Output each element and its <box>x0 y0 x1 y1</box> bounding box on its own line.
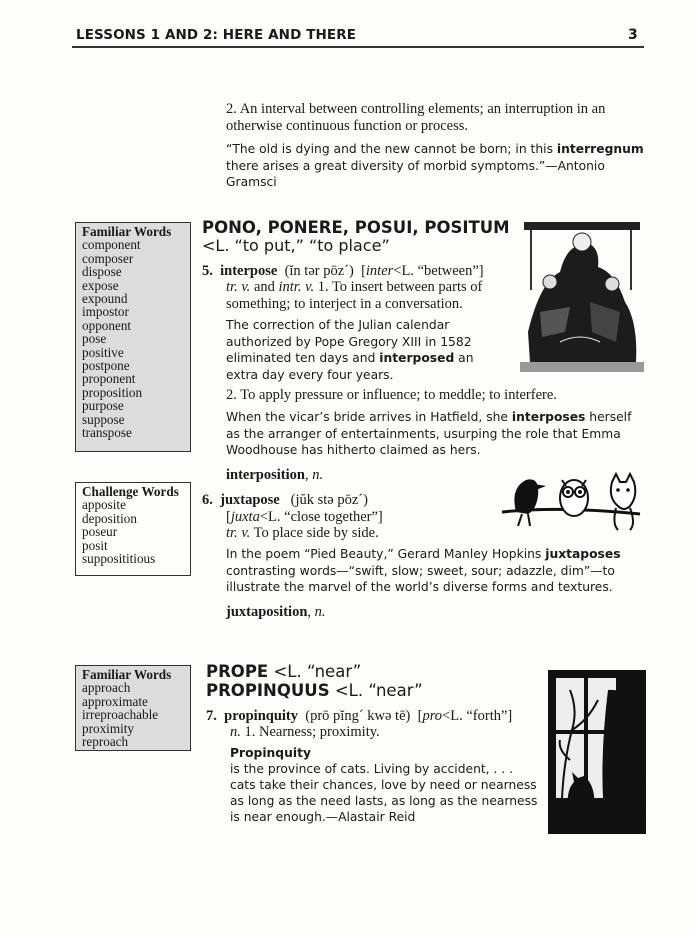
juxtapose-example <box>226 546 644 596</box>
interpose-derived-form: interposition, n. <box>226 467 324 483</box>
etym-root: juxta <box>230 509 260 525</box>
pono-heading: PONO, PONERE, POSUI, POSITUM <box>202 218 510 237</box>
pronunciation: (ĭn tər pōz´) <box>284 263 354 279</box>
example-text: herself as the arranger of entertainments, usurping the role that Emma Woodhouse has hitherto claimed as hers. <box>226 410 632 457</box>
challenge-words-box <box>75 482 191 576</box>
example-text: The correction of the Julian calendar authorized by Pope Gregory XIII in 1582 eliminated ten days and <box>226 318 472 365</box>
definition: 1. Nearness; proximity. <box>240 724 380 740</box>
entry-juxtapose-etym: [juxta<L. “close together”] <box>226 509 383 525</box>
pono-subheading: <L. “to put,” “to place” <box>202 236 390 255</box>
word-list-item: deposition <box>82 510 137 526</box>
latin-root: PROPE <box>206 662 269 681</box>
etym-bracket: [ <box>361 263 366 279</box>
word-list-item: proponent <box>82 371 136 387</box>
headword: interpose <box>220 263 278 279</box>
entry-interpose-def1 <box>226 279 516 312</box>
word-list <box>82 498 185 565</box>
example-bold: juxtaposes <box>545 547 621 561</box>
part-of-speech: tr. v. <box>226 525 251 541</box>
word-list-item: pose <box>82 331 107 347</box>
latin-gloss: <L. “near” <box>329 681 423 700</box>
propinquity-poem <box>230 745 550 825</box>
word-list-item: component <box>82 237 141 253</box>
entry-juxtapose-def <box>226 525 496 542</box>
word-list <box>82 238 185 439</box>
pronunciation: (jŭk stə pōz´) <box>290 492 368 508</box>
etym-root: inter <box>365 263 394 279</box>
word-list-item: expose <box>82 277 119 293</box>
poem-title: Propinquity <box>230 746 311 760</box>
word-list-item: approach <box>82 680 131 696</box>
quote-text-start: “The old is dying and the new cannot be born; in this <box>226 142 557 156</box>
example-bold: interposes <box>511 410 586 424</box>
headword: juxtapose <box>220 492 280 508</box>
definition-2-interregnum: 2. An interval between controlling elements; an interruption in an otherwise continuous function or process. <box>226 101 606 134</box>
word-list-item: impostor <box>82 304 129 320</box>
word-list-item: expound <box>82 291 128 307</box>
part-of-speech: intr. v. <box>278 279 315 295</box>
interpose-example-2 <box>226 409 644 459</box>
word-list-item: supposititious <box>82 551 156 567</box>
poem-line: is the province of cats. Living by accident, . . . <box>230 762 514 776</box>
juxtapose-derived-form: juxtaposition, n. <box>226 604 326 620</box>
quote-bold-word: interregnum <box>556 142 644 156</box>
word-list-item: reproach <box>82 734 129 750</box>
word-list-item: proposition <box>82 384 143 400</box>
birds-on-branch-illustration <box>500 468 646 534</box>
etym-gloss: <L. “close together”] <box>259 509 383 525</box>
entry-propinquity-def <box>230 724 530 741</box>
word-list-item: irreproachable <box>82 707 159 723</box>
entry-propinquity-headword: 7. propinquity (prō pĭng´ kwə tē) [pro<L. “forth”] <box>206 708 513 724</box>
example-text: When the vicar’s bride arrives in Hatfield, she <box>226 410 512 424</box>
part-of-speech: n. <box>312 467 324 483</box>
derived-word: juxtaposition <box>226 604 308 620</box>
crowd-scene-illustration <box>520 212 644 372</box>
running-header: LESSONS 1 AND 2: HERE AND THERE <box>76 27 357 43</box>
part-of-speech: tr. v. <box>226 279 251 295</box>
part-of-speech: n. <box>314 604 326 620</box>
poem-line: as long as the need lasts, as long as the nearness <box>230 794 538 808</box>
word-list <box>82 681 185 748</box>
word-list-item: poseur <box>82 524 118 540</box>
word-list-item: posit <box>82 537 108 553</box>
etym-root: pro <box>422 708 443 724</box>
interpose-example-1 <box>226 317 496 383</box>
box-title: Challenge Words <box>82 484 179 499</box>
familiar-words-box-prope <box>75 665 191 751</box>
example-text: In the poem “Pied Beauty,” Gerard Manley Hopkins <box>226 547 546 561</box>
example-bold: interposed <box>379 351 455 365</box>
pronunciation: (prō pĭng´ kwə tē) <box>305 708 411 724</box>
latin-root: PROPINQUUS <box>206 681 330 700</box>
part-of-speech: n. <box>230 724 241 740</box>
box-title: Familiar Words <box>82 224 172 239</box>
word-list-item: suppose <box>82 411 125 427</box>
headword: propinquity <box>224 708 299 724</box>
word-list-item: purpose <box>82 398 124 414</box>
cat-window-silhouette-illustration <box>548 670 646 834</box>
entry-interpose-def2: 2. To apply pressure or influence; to meddle; to interfere. <box>226 387 557 403</box>
word-list-item: postpone <box>82 358 130 374</box>
familiar-words-box-pono <box>75 222 191 452</box>
conjunction: and <box>250 279 279 295</box>
entry-number: 7. <box>206 708 217 724</box>
example-text: contrasting words—“swift, slow; sweet, sour; adazzle, dim”—to illustrate the marvel of the world’s diverse forms and textures. <box>226 563 615 594</box>
propinquus-heading <box>206 681 423 700</box>
derived-word: interposition <box>226 467 305 483</box>
word-list-item: opponent <box>82 317 132 333</box>
entry-juxtapose-headword <box>202 492 502 509</box>
quote-text-end: there arises a great diversity of morbid symptoms.”—Antonio Gramsci <box>226 158 605 189</box>
poem-line: cats take their chances, love by need or nearness <box>230 778 537 792</box>
page-number: 3 <box>628 27 638 43</box>
header-rule <box>72 46 644 48</box>
word-list-item: transpose <box>82 425 132 441</box>
entry-number: 5. <box>202 263 213 279</box>
example-text: an extra day every four years. <box>226 351 474 382</box>
word-list-item: apposite <box>82 497 126 513</box>
gramsci-quote <box>226 141 644 191</box>
definition: 1. To insert between parts of something; to interject in a conversation. <box>226 279 483 312</box>
latin-gloss: <L. “near” <box>268 662 362 681</box>
prope-heading <box>206 662 361 681</box>
word-list-item: positive <box>82 344 124 360</box>
word-list-item: composer <box>82 250 134 266</box>
word-list-item: approximate <box>82 693 148 709</box>
etym-gloss: <L. “forth”] <box>442 708 513 724</box>
box-title: Familiar Words <box>82 667 172 682</box>
word-list-item: proximity <box>82 720 135 736</box>
entry-interpose-headword <box>202 263 542 280</box>
entry-number: 6. <box>202 492 213 508</box>
word-list-item: dispose <box>82 264 122 280</box>
definition: To place side by side. <box>250 525 379 541</box>
poem-line: is near enough.—Alastair Reid <box>230 810 416 824</box>
etym-gloss: <L. “between”] <box>393 263 484 279</box>
